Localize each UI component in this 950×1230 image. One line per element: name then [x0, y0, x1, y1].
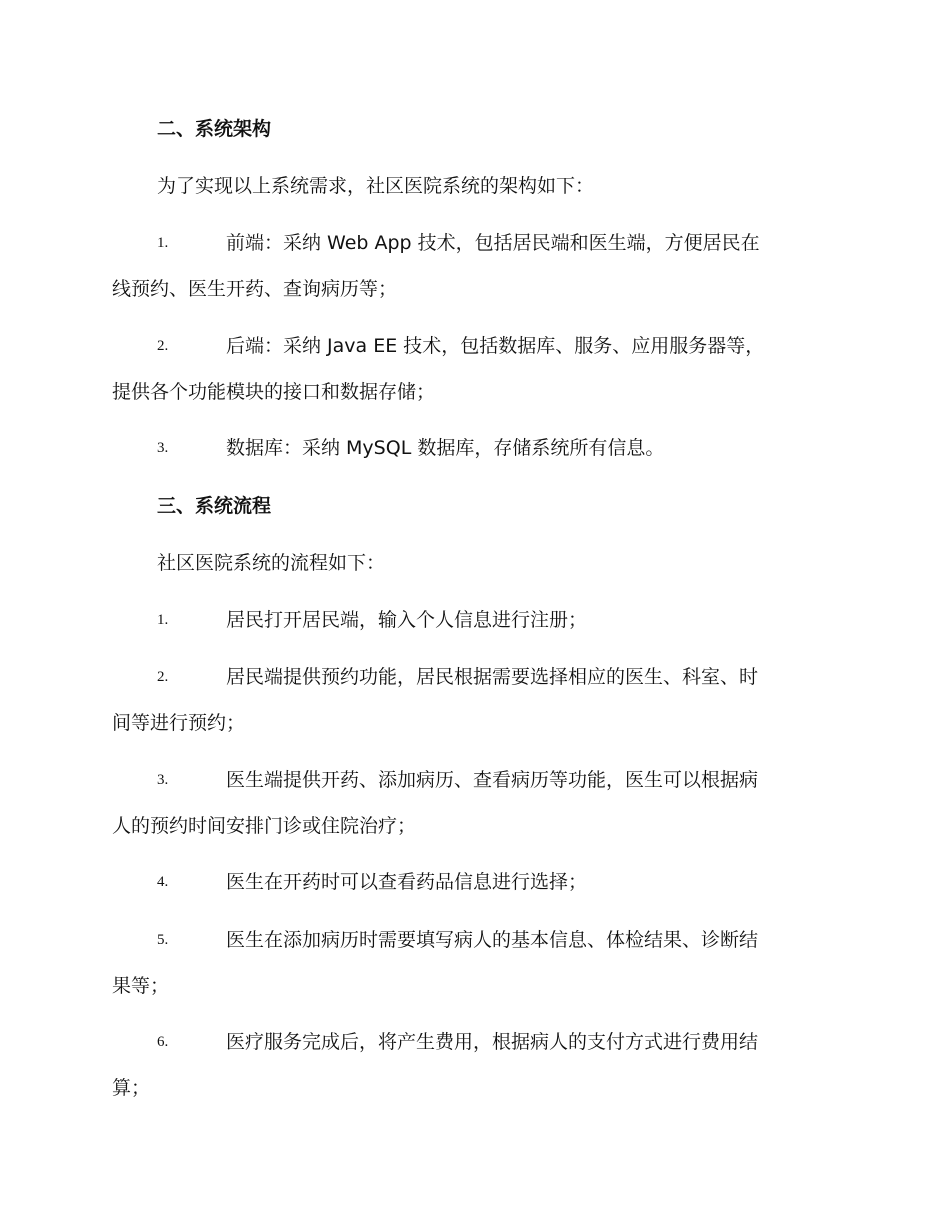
- list-item-text: 医生端提供开药、添加病历、查看病历等功能，医生可以根据病: [226, 769, 759, 791]
- list-item-text: 医疗服务完成后，将产生费用，根据病人的支付方式进行费用结: [226, 1031, 759, 1053]
- section-heading-architecture: 二、系统架构: [157, 118, 272, 140]
- list-item-number: 1.: [157, 612, 169, 628]
- list-item-text-continued: 果等；: [112, 975, 170, 997]
- list-item-number: 6.: [157, 1034, 169, 1050]
- list-item-number: 1.: [157, 235, 169, 251]
- list-item-number: 2.: [157, 669, 169, 685]
- list-item-text-continued: 间等进行预约；: [112, 712, 246, 734]
- list-item-number: 3.: [157, 440, 169, 456]
- list-item-number: 3.: [157, 772, 169, 788]
- list-item-text: 前端：采纳 Web App 技术，包括居民端和医生端，方便居民在: [226, 232, 760, 254]
- list-item-text: 后端：采纳 Java EE 技术，包括数据库、服务、应用服务器等，: [226, 335, 765, 357]
- list-item-text: 居民打开居民端，输入个人信息进行注册；: [226, 609, 588, 631]
- list-item-text: 数据库：采纳 MySQL 数据库，存储系统所有信息。: [226, 437, 665, 459]
- section-intro-workflow: 社区医院系统的流程如下：: [157, 552, 386, 574]
- list-item-text: 医生在添加病历时需要填写病人的基本信息、体检结果、诊断结: [226, 929, 759, 951]
- list-item-text-continued: 算；: [112, 1077, 151, 1099]
- section-intro-architecture: 为了实现以上系统需求，社区医院系统的架构如下：: [157, 175, 595, 197]
- list-item-text: 医生在开药时可以查看药品信息进行选择；: [226, 871, 588, 893]
- list-item-number: 4.: [157, 874, 169, 890]
- list-item-number: 2.: [157, 338, 169, 354]
- list-item-text-continued: 人的预约时间安排门诊或住院治疗；: [112, 815, 417, 837]
- list-item-number: 5.: [157, 932, 169, 948]
- list-item-text-continued: 提供各个功能模块的接口和数据存储；: [112, 381, 436, 403]
- section-heading-workflow: 三、系统流程: [157, 495, 272, 517]
- list-item-text: 居民端提供预约功能，居民根据需要选择相应的医生、科室、时: [226, 666, 759, 688]
- list-item-text-continued: 线预约、医生开药、查询病历等；: [112, 278, 398, 300]
